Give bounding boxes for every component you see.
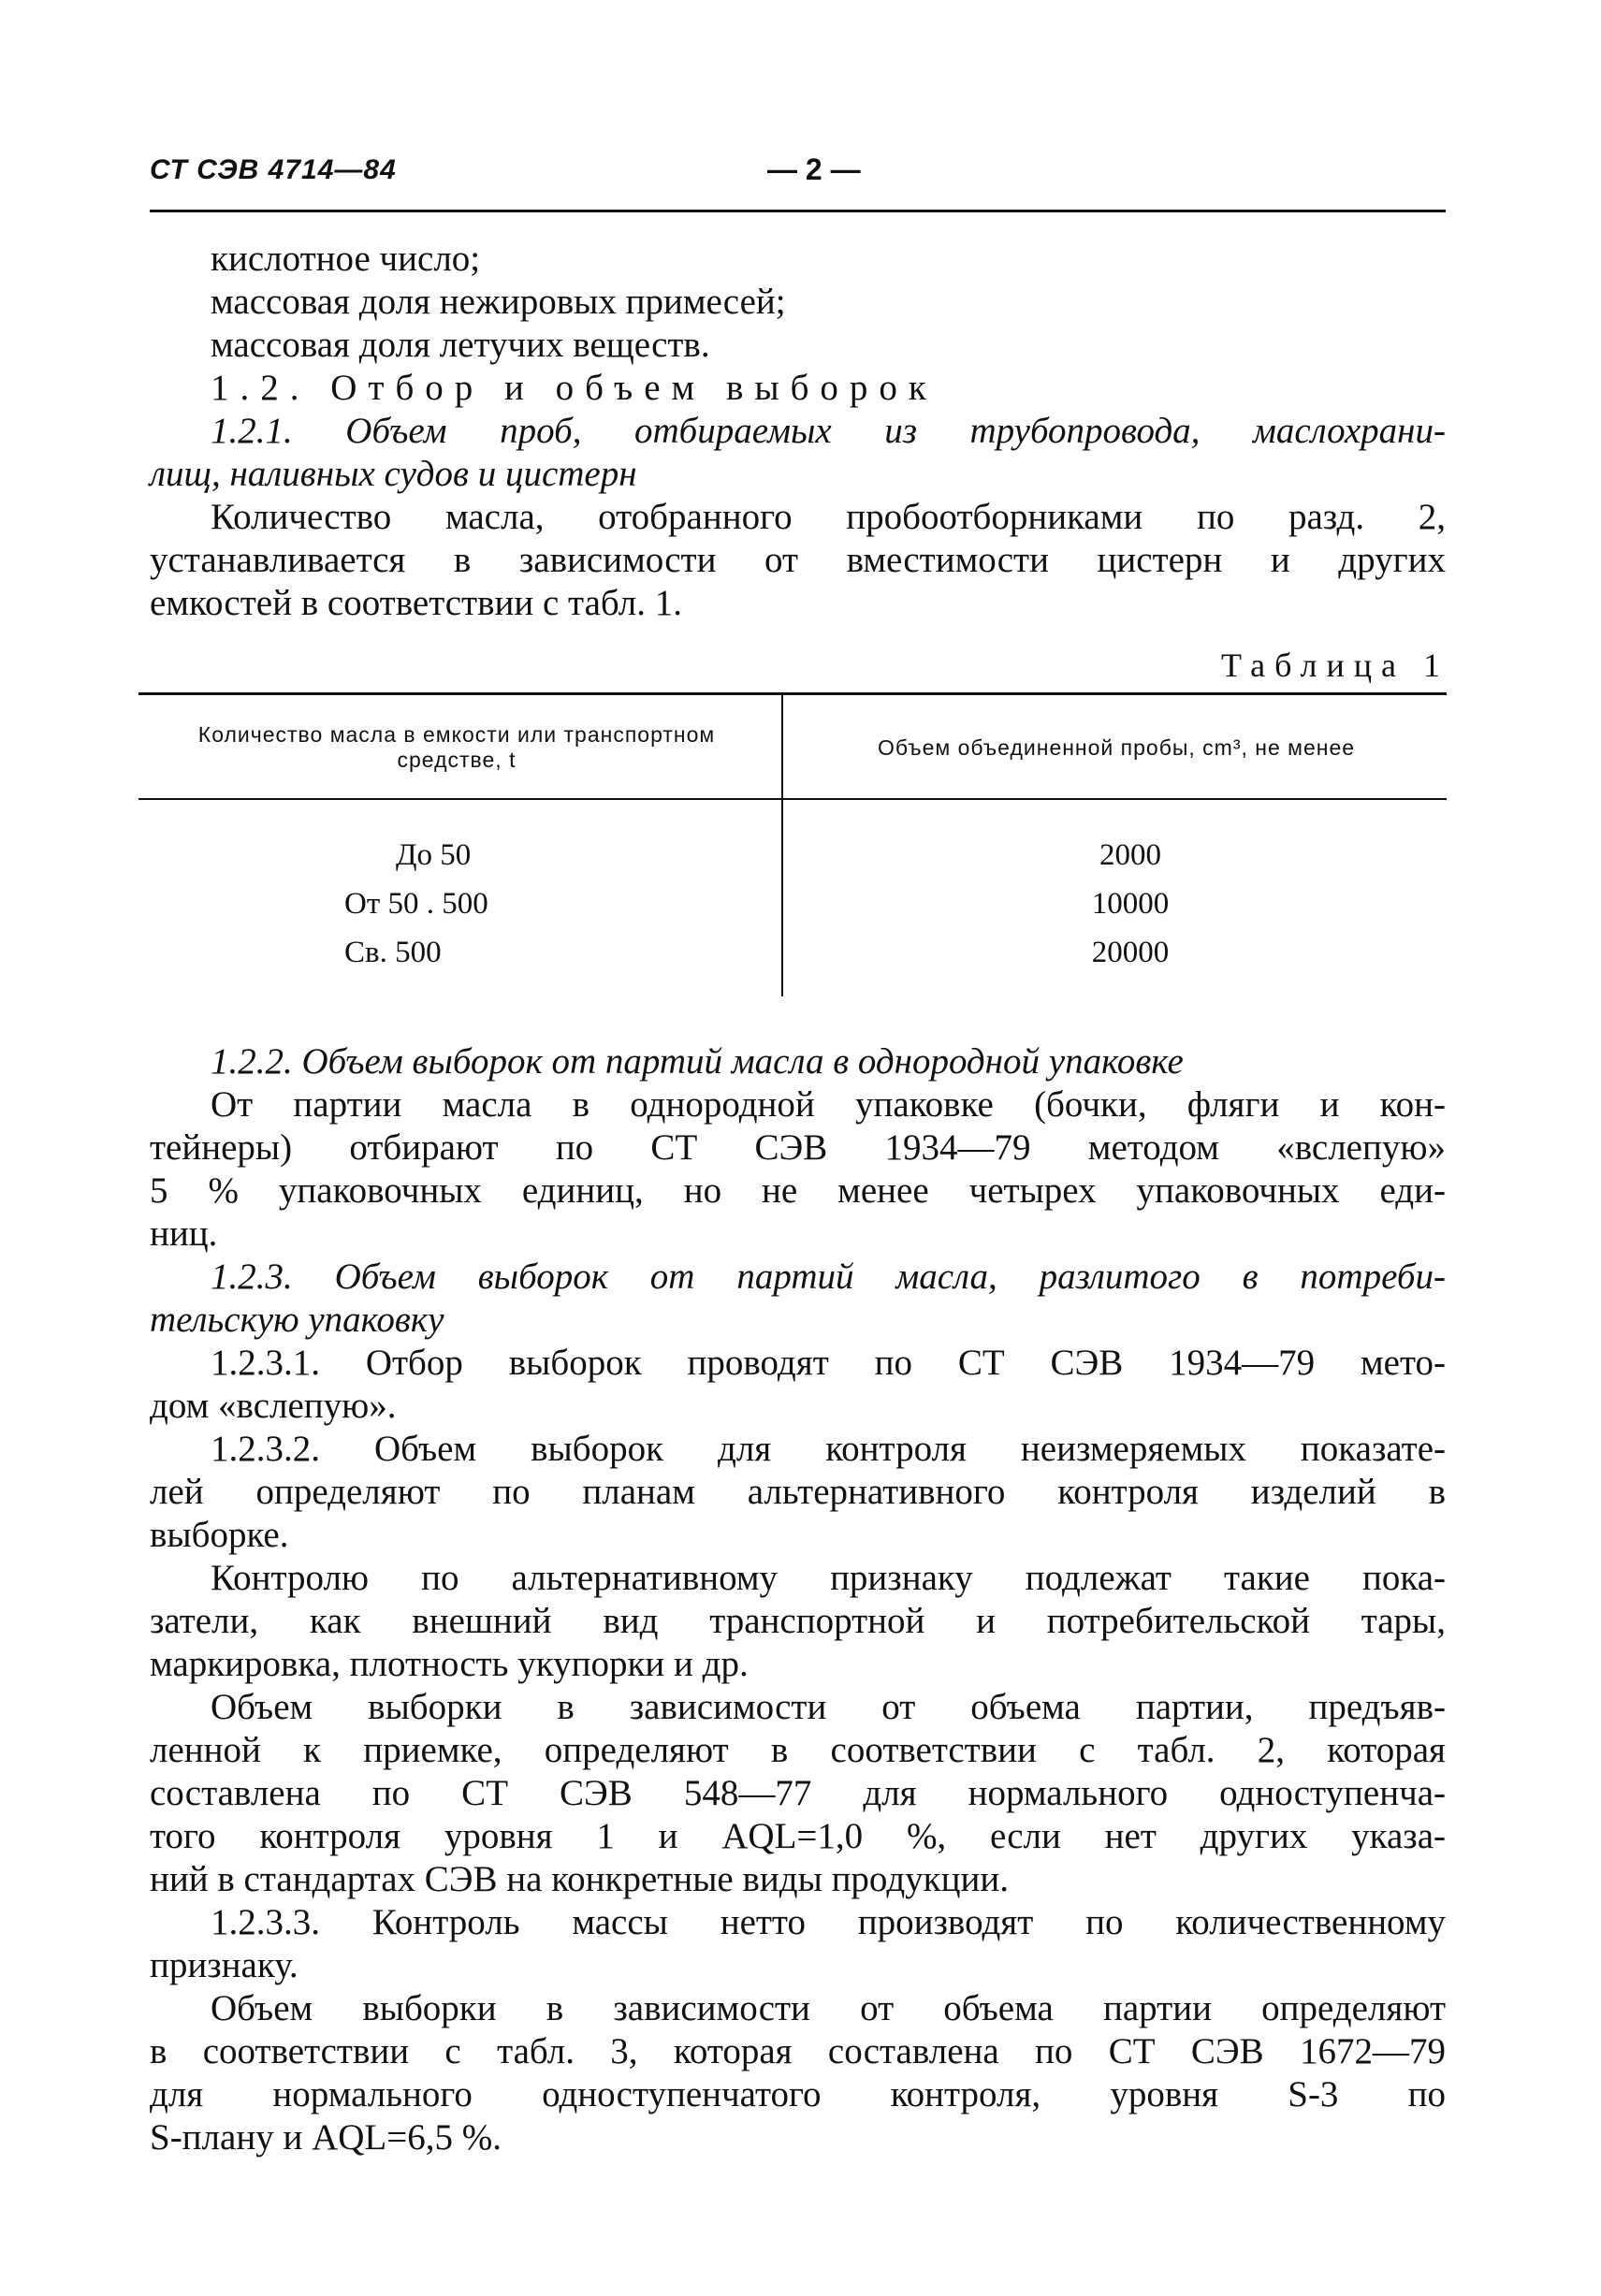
- paragraph-line: дом «вслепую».: [150, 1386, 397, 1426]
- paragraph-line: Объем выборки в зависимости от объема партии определяют: [211, 1988, 1446, 2028]
- paragraph-line: емкостей в соответствии с табл. 1.: [150, 583, 682, 623]
- section-heading-1-2-1-cont: лищ, наливных судов и цистерн: [150, 454, 637, 494]
- table-top-rule: [138, 692, 1447, 695]
- table-header-amount: Количество масла в емкости или транспортном средстве, t: [197, 722, 716, 772]
- paragraph-line: 1.2.3.1. Отбор выборок проводят по СТ СЭВ 1934—79 мето-: [211, 1343, 1446, 1383]
- section-heading-1-2-3-cont: тельскую упаковку: [150, 1300, 444, 1340]
- section-heading-1-2-3: 1.2.3. Объем выборок от партий масла, разлитого в потреби-: [211, 1257, 1446, 1297]
- paragraph-line: в соответствии с табл. 3, которая составлена по СТ СЭВ 1672—79: [150, 2031, 1446, 2071]
- paragraph-line: Количество масла, отобранного пробоотборниками по разд. 2,: [211, 497, 1446, 537]
- intro-line: массовая доля летучих веществ.: [211, 325, 710, 365]
- table-cell: Св. 500: [344, 936, 442, 969]
- paragraph-line: Контролю по альтернативному признаку подлежат такие пока-: [211, 1558, 1446, 1598]
- section-heading-1-2-1: 1.2.1. Объем проб, отбираемых из трубопровода, маслохрани-: [211, 411, 1446, 451]
- table-header-rule: [138, 798, 1447, 800]
- table-cell: 2000: [1099, 838, 1161, 872]
- paragraph-line: 1.2.3.3. Контроль массы нетто производят по количественному: [211, 1902, 1446, 1942]
- paragraph-line: Объем выборки в зависимости от объема партии, предъяв-: [211, 1687, 1446, 1727]
- paragraph-line: устанавливается в зависимости от вместимости цистерн и других: [150, 540, 1446, 580]
- paragraph-line: ниц.: [150, 1213, 218, 1254]
- table-cell: 10000: [1091, 887, 1170, 921]
- page-header: [150, 154, 1442, 192]
- intro-block: [150, 238, 1446, 625]
- paragraph-line: выборке.: [150, 1515, 289, 1555]
- table-1: [138, 692, 1447, 996]
- table-caption: Таблица 1: [1221, 647, 1449, 684]
- table-column-volume: [1009, 831, 1252, 977]
- standard-code: СТ СЭВ 4714—84: [150, 154, 397, 185]
- header-rule: [150, 210, 1446, 212]
- paragraph-line: для нормального одноступенчатого контроля, уровня S-3 по: [150, 2074, 1446, 2114]
- table-header-volume: Объем объединенной пробы, cm³, не менее: [877, 735, 1356, 760]
- paragraph-line: 5 % упаковочных единиц, но не менее четырех упаковочных еди-: [150, 1170, 1446, 1211]
- section-heading-1-2: 1.2. Отбор и объем выборок: [211, 368, 938, 408]
- paragraph-line: того контроля уровня 1 и AQL=1,0 %, если нет других указа-: [150, 1816, 1446, 1856]
- paragraph-line: маркировка, плотность укупорки и др.: [150, 1644, 749, 1684]
- paragraph-line: ленной к приемке, определяют в соответствии с табл. 2, которая: [150, 1730, 1446, 1770]
- page-number: — 2 —: [767, 153, 861, 186]
- paragraph-line: S-плану и AQL=6,5 %.: [150, 2117, 502, 2158]
- paragraph-line: От партии масла в однородной упаковке (бочки, фляги и кон-: [211, 1084, 1446, 1125]
- paragraph-line: затели, как внешний вид транспортной и потребительской тары,: [150, 1601, 1446, 1641]
- table-cell: От 50 . 500: [344, 887, 488, 921]
- paragraph-line: признаку.: [150, 1945, 298, 1985]
- paragraph-line: составлена по СТ СЭВ 548—77 для нормального одноступенча-: [150, 1773, 1446, 1813]
- table-cell: До 50: [396, 838, 472, 872]
- table-column-amount: [307, 831, 681, 977]
- paragraph-line: лей определяют по планам альтернативного контроля изделий в: [150, 1472, 1446, 1512]
- table-cell: 20000: [1091, 936, 1170, 969]
- table-column-divider: [781, 692, 783, 996]
- intro-line: массовая доля нежировых примесей;: [211, 282, 786, 322]
- paragraph-line: тейнеры) отбирают по СТ СЭВ 1934—79 методом «вслепую»: [150, 1127, 1446, 1168]
- paragraph-line: 1.2.3.2. Объем выборок для контроля неизмеряемых показате-: [211, 1429, 1446, 1469]
- lower-block: [150, 1040, 1446, 2159]
- section-heading-1-2-2: 1.2.2. Объем выборок от партий масла в однородной упаковке: [211, 1041, 1184, 1082]
- intro-line: кислотное число;: [211, 239, 481, 279]
- paragraph-line: ний в стандартах СЭВ на конкретные виды продукции.: [150, 1859, 1009, 1899]
